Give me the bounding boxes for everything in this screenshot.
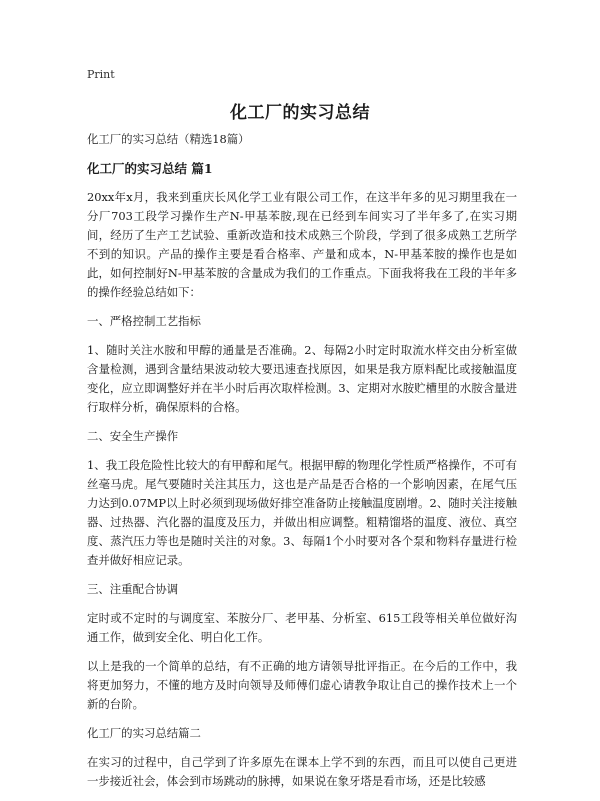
section-heading-2: 化工厂的实习总结篇二 xyxy=(87,726,201,740)
point-paragraph-2: 1、我工段危险性比较大的有甲醇和尾气。根据甲醇的物理化学性质严格操作，不可有丝毫马虎。尾气要随时关注其压力，这也是产品是否合格的一个影响因素，在尾气压力达到0.07MP以上时必须到现场做好排空准备防止接触温度剧增。2、随时关注接触器、过热器、汽化器的温度及压力，并做出相应调整。粗精馏塔的温度、液位、真空度、蒸汽压力等也是随时关注的对象。3、每隔1个小时要对各个泵和物料存量进行检查并做好相应记录。 xyxy=(87,458,517,567)
document-subtitle: 化工厂的实习总结（精选18篇） xyxy=(87,132,250,146)
document-body xyxy=(87,130,517,801)
point-heading-2: 二、安全生产操作 xyxy=(87,429,179,443)
section2-paragraph: 在实习的过程中，自己学到了许多原先在课本上学不到的东西，而且可以使自己更进一步接近社会，体会到市场跳动的脉搏，如果说在象牙塔是看市场，还是比较感 xyxy=(87,755,517,788)
document-title: 化工厂的实习总结 xyxy=(230,103,370,123)
point-paragraph-1: 1、随时关注水胺和甲醇的通量是否准确。2、每隔2小时定时取流水样交由分析室做含量检测，遇到含量结果波动较大要迅速查找原因，如果是我方原料配比或接触温度变化，应立即调整好并在半小时后再次取样检测。3、定期对水胺贮槽里的水胺含量进行取样分析，确保原料的合格。 xyxy=(87,343,517,414)
point-paragraph-3: 定时或不定时的与调度室、苯胺分厂、老甲基、分析室、615工段等相关单位做好沟通工作，做到安全化、明白化工作。 xyxy=(87,611,517,644)
intro-paragraph: 20xx年x月，我来到重庆长风化学工业有限公司工作，在这半年多的见习期里我在一分厂703工段学习操作生产N-甲基苯胺,现在已经到车间实习了半年多了,在实习期间，经历了生产工艺试验、重新改造和技术成熟三个阶段，学到了很多成熟工艺所学不到的知识。产品的操作主要是看合格率、产量和成本，N-甲基苯胺的操作也是如此，如何控制好N-甲基苯胺的含量成为我们的工作重点。下面我将我在工段的半年多的操作经验总结如下： xyxy=(87,190,517,299)
print-label: Print xyxy=(87,68,115,81)
closing-paragraph: 以上是我的一个简单的总结，有不正确的地方请领导批评指正。在今后的工作中，我将更加努力，不懂的地方及时向领导及师傅们虚心请教争取让自己的操作技术上一个新的台阶。 xyxy=(87,659,517,711)
point-heading-3: 三、注重配合协调 xyxy=(87,582,179,596)
section-heading-1: 化工厂的实习总结 篇1 xyxy=(87,161,213,176)
point-heading-1: 一、严格控制工艺指标 xyxy=(87,314,201,328)
